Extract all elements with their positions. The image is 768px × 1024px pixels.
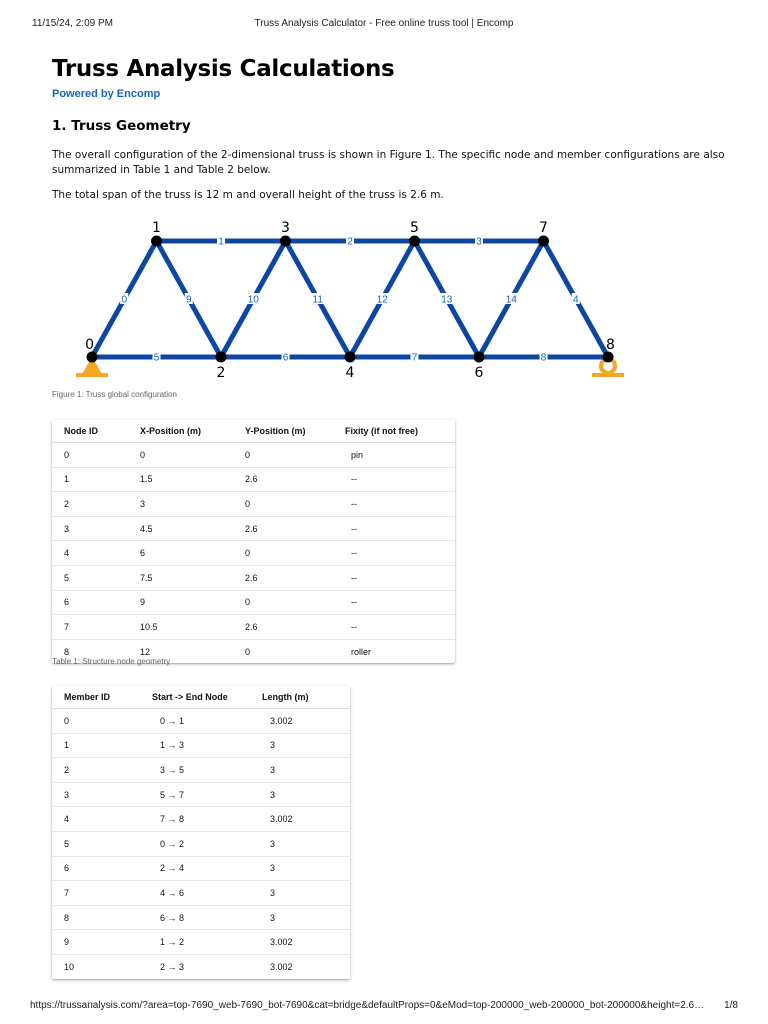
section-heading-truss-geometry: 1. Truss Geometry (52, 118, 191, 134)
table-cell: -- (333, 590, 455, 615)
table-cell: 4 (52, 807, 140, 832)
table-row (52, 615, 455, 640)
truss-node (538, 236, 549, 247)
node-label: 4 (345, 365, 355, 381)
table-cell: 3.002 (250, 807, 350, 832)
table-row (52, 782, 350, 807)
table-row (52, 516, 455, 541)
table-cell: 7 (52, 881, 140, 906)
print-header (0, 0, 768, 28)
truss-node (280, 236, 291, 247)
print-url: https://trussanalysis.com/?area=top-7690_web-7690_bot-7690&cat=bridge&defaultProps=0&eMod=top-200000_web-200000_bot-200000&height=2.6… (30, 1000, 705, 1011)
table-cell: 3 → 5 (140, 758, 250, 783)
table-row (52, 467, 455, 492)
table-cell: -- (333, 516, 455, 541)
table-cell: 1 (52, 467, 128, 492)
node-geometry-table (52, 420, 455, 663)
table-cell: 7 → 8 (140, 807, 250, 832)
page-title: Truss Analysis Calculations (52, 56, 395, 82)
member-label: 1 (218, 236, 224, 248)
member-label: 8 (540, 352, 547, 364)
table-row (52, 758, 350, 783)
table-cell: 2.6 (233, 565, 333, 590)
table-cell: 4.5 (128, 516, 233, 541)
member-label: 5 (153, 352, 160, 364)
table-cell: roller (351, 646, 372, 657)
table-row (52, 807, 350, 832)
table-cell: 0 (233, 492, 333, 517)
table-cell: 1 → 3 (140, 733, 250, 758)
table-cell: -- (333, 541, 455, 566)
table-cell: -- (333, 615, 455, 640)
table2-header-2: Length (m) (250, 686, 350, 709)
table1-header-2: Y-Position (m) (233, 420, 333, 443)
table-cell: 3 (250, 831, 350, 856)
span-height-paragraph: The total span of the truss is 12 m and overall height of the truss is 2.6 m. (52, 189, 444, 201)
member-label: 11 (312, 294, 323, 306)
table-cell: 0 (128, 443, 233, 468)
table-cell: 4 → 6 (140, 881, 250, 906)
table-cell: 3.002 (270, 961, 293, 972)
table-row (52, 856, 350, 881)
table-cell: 2.6 (233, 467, 333, 492)
table-cell: 12 (140, 646, 151, 657)
node-label: 2 (216, 365, 226, 381)
member-geometry-table (52, 686, 350, 979)
truss-node (345, 352, 356, 363)
table-cell: 9 (128, 590, 233, 615)
truss-node (409, 236, 420, 247)
table-cell: -- (333, 492, 455, 517)
figure-caption: Figure 1: Truss global configuration (52, 390, 177, 399)
table1-header-1: X-Position (m) (128, 420, 233, 443)
table-cell: 8 (52, 905, 140, 930)
node-label: 1 (152, 220, 161, 236)
table-cell: 2 → 4 (140, 856, 250, 881)
table2-header-1: Start -> End Node (140, 686, 250, 709)
member-label: 7 (411, 352, 418, 364)
member-label: 4 (572, 294, 579, 306)
table-cell: 1 (52, 733, 140, 758)
table-row (52, 881, 350, 906)
print-page-title: Truss Analysis Calculator - Free online truss tool | Encomp (254, 18, 514, 29)
table-cell: 3 (250, 905, 350, 930)
powered-by-link[interactable]: Powered by Encomp (52, 88, 161, 100)
member-label: 9 (185, 294, 192, 306)
member-table-card (52, 686, 350, 979)
table-cell: 6 (52, 856, 140, 881)
table-cell: pin (333, 443, 455, 468)
table1-header-0: Node ID (52, 420, 128, 443)
truss-node (151, 236, 162, 247)
member-label: 14 (505, 294, 517, 306)
table-cell: 3 (250, 856, 350, 881)
print-footer (0, 994, 768, 1024)
table-cell: 7.5 (128, 565, 233, 590)
table-cell: 2 → 3 (160, 961, 185, 972)
table-cell: 0 → 2 (140, 831, 250, 856)
intro-paragraph: The overall configuration of the 2-dimensional truss is shown in Figure 1. The specific node and member configurations are also summarized in Table 1 and Table 2 below. (52, 149, 725, 176)
table-cell: 1.5 (128, 467, 233, 492)
table-row (52, 831, 350, 856)
node-label: 7 (539, 220, 548, 236)
document-content (52, 56, 732, 972)
member-label: 6 (282, 352, 289, 364)
table-cell: 0 → 1 (140, 709, 250, 734)
table-cell: 3.002 (250, 709, 350, 734)
table-cell: -- (333, 467, 455, 492)
table-row (52, 492, 455, 517)
table-cell: 10 (64, 961, 75, 972)
table-cell: 0 (233, 590, 333, 615)
table-row (52, 590, 455, 615)
truss-figure (52, 214, 732, 394)
print-datetime: 11/15/24, 2:09 PM (32, 18, 113, 29)
table-cell: 9 (52, 930, 140, 955)
table-cell: 4 (52, 541, 128, 566)
table-cell: 0 (233, 443, 333, 468)
table-cell: 0 (233, 541, 333, 566)
roller-support-base (592, 373, 624, 377)
table-cell: -- (333, 565, 455, 590)
table-row (52, 733, 350, 758)
truss-node (216, 352, 227, 363)
table-row (52, 905, 350, 930)
node-label: 5 (410, 220, 419, 236)
member-label: 12 (376, 294, 388, 306)
node-label: 6 (474, 365, 484, 381)
table-cell: 2 (52, 758, 140, 783)
table-cell: 7 (52, 615, 128, 640)
table-cell: 2.6 (233, 516, 333, 541)
table-cell: 3 (250, 881, 350, 906)
table-row (52, 541, 455, 566)
table2-header-0: Member ID (52, 686, 140, 709)
member-label: 3 (476, 236, 482, 248)
table-cell: 3.002 (250, 930, 350, 955)
member-label: 2 (347, 236, 353, 248)
truss-node (603, 352, 614, 363)
truss-node (87, 352, 98, 363)
table-cell: 2 (52, 492, 128, 517)
member-label: 0 (121, 294, 128, 306)
table-cell: 0 (245, 646, 251, 657)
table-cell: 1 → 2 (140, 930, 250, 955)
table-cell: 0 (52, 709, 140, 734)
node-label: 8 (606, 337, 615, 353)
table-cell: 8 (64, 646, 70, 657)
table-cell: 6 → 8 (140, 905, 250, 930)
table-row (52, 954, 350, 978)
table-cell: 3 (52, 516, 128, 541)
table1-header-3: Fixity (if not free) (333, 420, 455, 443)
truss-node (474, 352, 485, 363)
node-label: 3 (281, 220, 290, 236)
truss-diagram (52, 214, 732, 394)
print-page-number: 1/8 (724, 1000, 738, 1011)
table-row (52, 930, 350, 955)
table-cell: 3 (250, 733, 350, 758)
table-cell: 3 (52, 782, 140, 807)
table-cell: 10.5 (128, 615, 233, 640)
table-row (52, 565, 455, 590)
table-cell: 6 (52, 590, 128, 615)
table-cell: 3 (250, 758, 350, 783)
member-label: 13 (441, 294, 453, 306)
table-cell: 5 → 7 (140, 782, 250, 807)
table-cell: 3 (250, 782, 350, 807)
pin-support-base (76, 373, 108, 377)
table-row (52, 709, 350, 734)
table-cell: 6 (128, 541, 233, 566)
table-cell: 0 (52, 443, 128, 468)
table-cell: 3 (128, 492, 233, 517)
table-cell: 5 (52, 831, 140, 856)
node-label: 0 (85, 337, 94, 353)
table-cell: 2.6 (233, 615, 333, 640)
member-label: 10 (247, 294, 259, 306)
node-table-card (52, 420, 455, 663)
table-row (52, 443, 455, 468)
table-cell: 5 (52, 565, 128, 590)
table1-caption: Table 1: Structure node geometry (52, 657, 171, 666)
